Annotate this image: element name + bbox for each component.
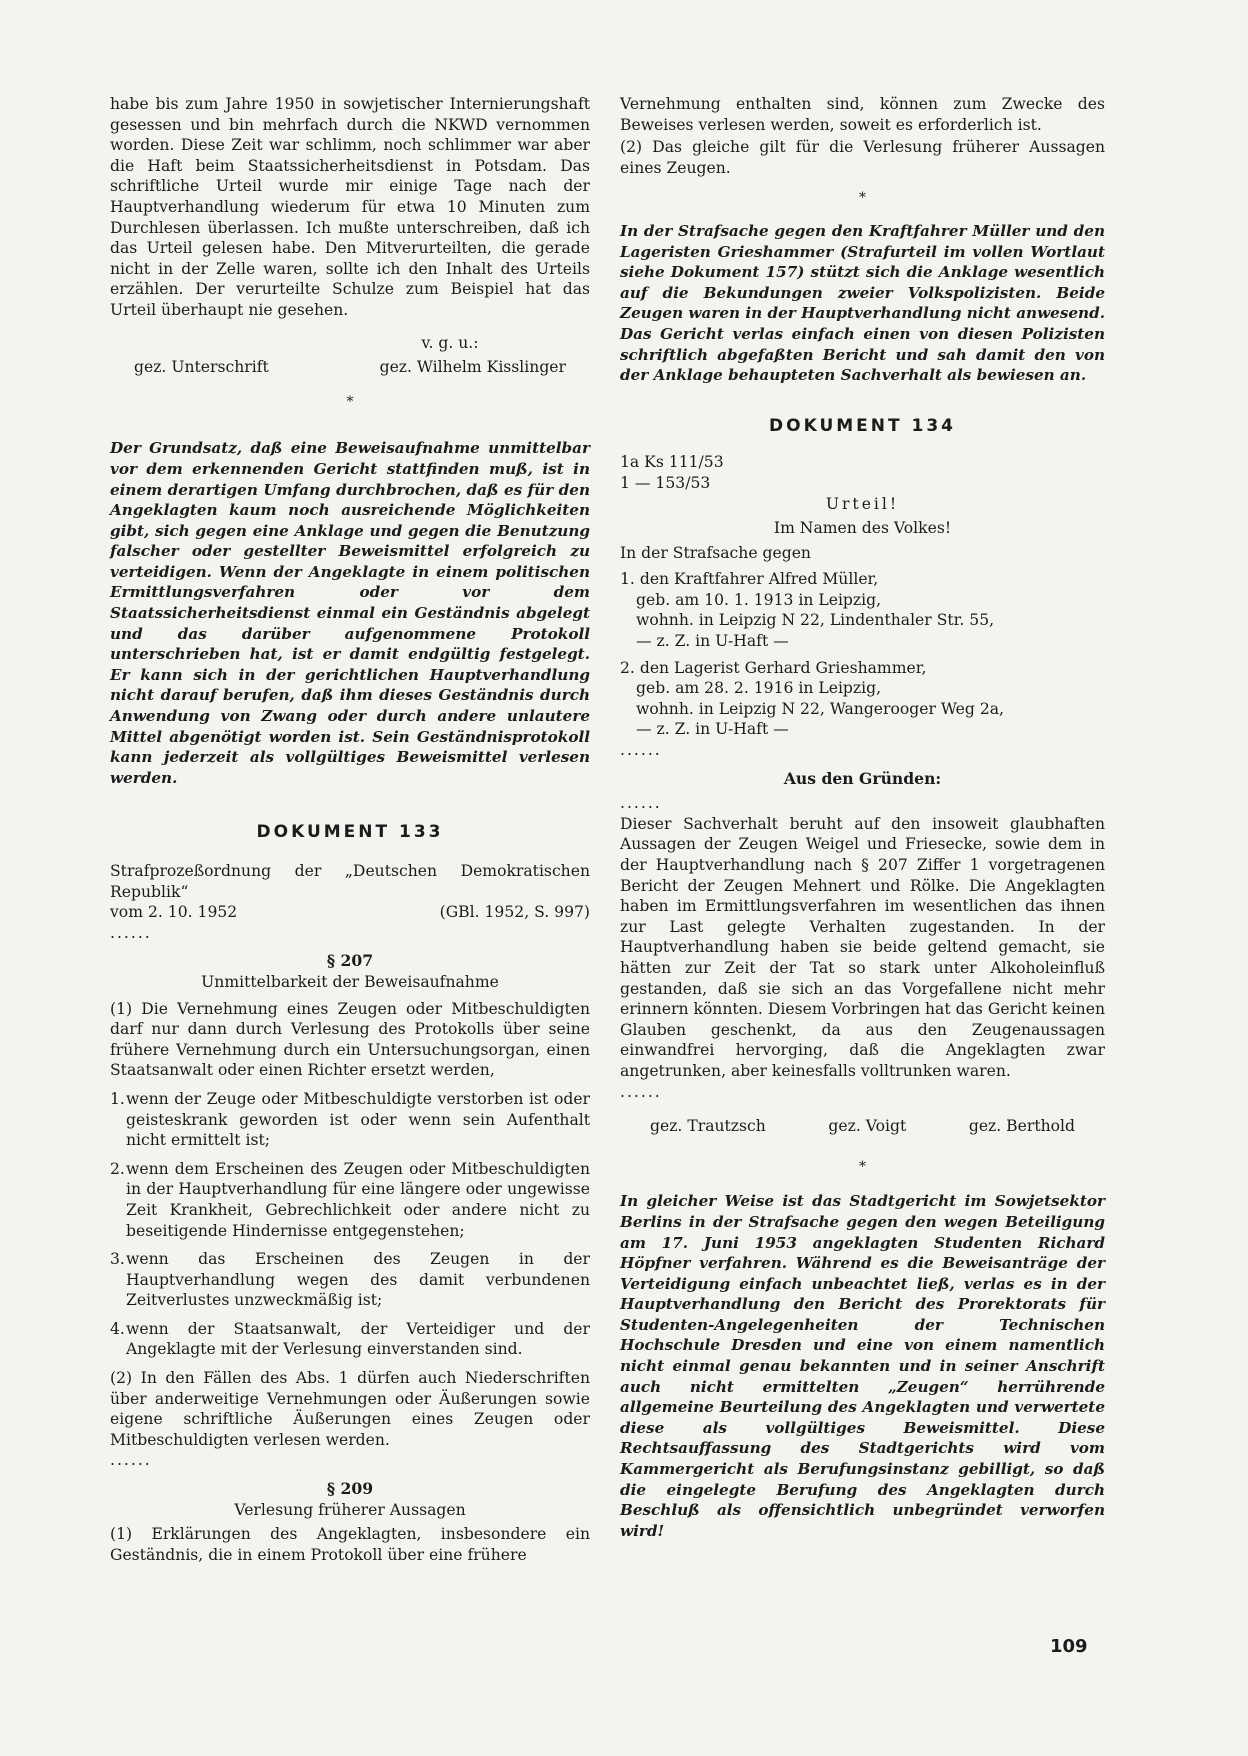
ellipsis-dots: ...... [110, 1451, 152, 1470]
commentary-paragraph-1: In der Strafsache gegen den Kraftfahrer Müller und den Lageristen Grieshammer (Strafurteil im vollen Wortlaut siehe Dokument 157) stützt sich die Anklage wesentlich auf die Bekundungen zweier Volkspolizisten. Beide Zeugen waren in der Hauptverhandlung nicht anwesend. Das Gericht verlas einfach einen von diesen Polizisten schriftlich abgefaßten Bericht und sah damit den von der Anklage behaupteten Sachverhalt als bewiesen an. [620, 221, 1105, 385]
commentary-paragraph-2: In gleicher Weise ist das Stadtgericht im Sowjetsektor Berlins in der Strafsache gegen den wegen Beteiligung am 17. Juni 1953 angeklagten Studenten Richard Höpfner verfahren. Während es die Beweisanträge der Verteidigung einfach unbeachtet ließ, verlas es in der Hauptverhandlung den Bericht des Prorektorats für Studenten-Angelegenheiten der Technischen Hochschule Dresden und eine von einem namentlich nicht einmal genau bekannten und in seiner Anschrift auch nicht ermittelten „Zeugen“ herrührende allgemeine Beurteilung des Angeklagten und verwertete diese als vollgültiges Beweismittel. Diese Rechtsauffassung des Stadtgerichts wird vom Kammergericht als Berufungsinstanz gebilligt, so daß die eingelegte Berufung des Angeklagten durch Beschluß als offensichtlich unbegründet verworfen wird! [620, 1192, 1105, 1540]
section-207-title: Unmittelbarkeit der Beweisaufnahme [201, 972, 499, 991]
separator-star: * [346, 393, 354, 410]
section-209-continued: Vernehmung enthalten sind, können zum Zwecke des Beweises verlesen werden, soweit es erforderlich ist. [620, 95, 1105, 134]
law-date: vom 2. 10. 1952 [110, 903, 238, 922]
section-209-paragraph-1: (1) Erklärungen des Angeklagten, insbesondere ein Geständnis, die in einem Protokoll über eine frühere [110, 1525, 590, 1564]
right-column [620, 94, 1105, 1541]
ellipsis-dots: ...... [620, 1082, 662, 1101]
signature-row [110, 357, 590, 378]
defendant-2: 2. den Lagerist Gerhard Grieshammer, geb. am 28. 2. 1916 in Leipzig, wohnh. in Leipzig N 22, Wangerooger Weg 2a, — z. Z. in U-Haft — [620, 658, 1004, 739]
separator-star: * [859, 1158, 866, 1175]
case-against-line: In der Strafsache gegen [620, 543, 811, 562]
document-134-heading: DOKUMENT 134 [769, 415, 956, 436]
list-item: 3. wenn das Erscheinen des Zeugen in der Hauptverhandlung wegen des damit verbundenen Zeitverlustes unzweckmäßig ist; [110, 1250, 590, 1310]
law-gbl: (GBl. 1952, S. 997) [439, 903, 590, 922]
defendant-1: 1. den Kraftfahrer Alfred Müller, geb. am 10. 1. 1913 in Leipzig, wohnh. in Leipzig N 22, Lindenthaler Str. 55, — z. Z. in U-Haft — [620, 570, 995, 651]
signature-trautzsch: gez. Trautzsch [650, 1117, 766, 1136]
commentary-paragraph: Der Grundsatz, daß eine Beweisaufnahme unmittelbar vor dem erkennenden Gericht stattfinden muß, ist in einem derartigen Umfang durchbrochen, daß es für den Angeklagten kaum noch ausreichende Möglichkeiten gibt, sich gegen eine Anklage und gegen die Benutzung falscher oder gestellter Beweismittel erfolgreich zu verteidigen. Wenn der Angeklagte in einem politischen Ermittlungsverfahren oder vor dem Staatssicherheitsdienst einmal ein Geständnis abgelegt und das darüber aufgenommene Protokoll unterschrieben hat, ist er damit endgültig festgelegt. Er kann sich in der gerichtlichen Hauptverhandlung nicht darauf berufen, daß ihm dieses Geständnis durch Anwendung von Zwang oder durch andere unlautere Mittel abgenötigt worden ist. Sein Geständnisprotokoll kann jederzeit als vollgültiges Beweismittel verlesen werden. [110, 439, 590, 787]
vgu-line: v. g. u.: [421, 333, 479, 352]
law-date-row [110, 902, 590, 923]
signature-berthold: gez. Berthold [968, 1117, 1075, 1136]
testimony-paragraph: habe bis zum Jahre 1950 in sowjetischer Internierungshaft gesessen und bin mehrfach durch die NKWD vernommen worden. Diese Zeit war schlimm, noch schlimmer war aber die Haft beim Staatssicherheitsdienst in Potsdam. Das schriftliche Urteil wurde mir einige Tage nach der Hauptverhandlung wiederum für etwa 10 Minuten zum Durchlesen überlassen. Ich mußte unterschreiben, daß ich das Urteil gelesen habe. Den Mitverurteilten, die gerade nicht in der Zelle waren, sollte ich den Inhalt des Urteils erzählen. Der verurteilte Schulze zum Beispiel hat das Urteil überhaupt nie gesehen. [110, 95, 590, 319]
section-209-paragraph-2: (2) Das gleiche gilt für die Verlesung früherer Aussagen eines Zeugen. [620, 138, 1105, 177]
signature-voigt: gez. Voigt [828, 1117, 907, 1136]
section-209-heading: § 209 [326, 1479, 374, 1499]
case-reference-2: 1 — 153/53 [620, 473, 711, 492]
verdict-title: Urteil! [825, 494, 900, 513]
ellipsis-dots: ...... [620, 794, 662, 813]
section-209-title: Verlesung früherer Aussagen [234, 1500, 466, 1519]
ellipsis-dots: ...... [110, 923, 152, 942]
list-item: 4. wenn der Staatsanwalt, der Verteidiger und der Angeklagte mit der Verlesung einverstanden sind. [110, 1319, 590, 1359]
left-column [110, 94, 590, 1565]
page-number: 109 [1050, 1636, 1088, 1657]
section-207-paragraph-2: (2) In den Fällen des Abs. 1 dürfen auch Niederschriften über anderweitige Vernehmungen oder Äußerungen sowie eigene schriftliche Äußerungen eines Zeugen oder Mitbeschuldigten verlesen werden. [110, 1369, 590, 1449]
law-title: Strafprozeßordnung der „Deutschen Demokratischen Republik“ [110, 862, 590, 901]
reasons-heading: Aus den Gründen: [783, 768, 942, 788]
case-reference-1: 1a Ks 111/53 [620, 453, 724, 472]
signature-unterschrift: gez. Unterschrift [134, 358, 269, 377]
separator-star: * [859, 190, 866, 207]
reasons-paragraph: Dieser Sachverhalt beruht auf den insoweit glaubhaften Aussagen der Zeugen Weigel und Friesecke, sowie dem in der Hauptverhandlung nach § 207 Ziffer 1 vorgetragenen Bericht der Zeugen Mehnert und Rölke. Die Angeklagten haben im Ermittlungsverfahren im wesentlichen das ihnen zur Last gelegte Verhalten zugestanden. In der Hauptverhandlung haben sie beide geltend gemacht, sie hätten zur Zeit der Tat so stark unter Alkoholeinfluß gestanden, daß sie sich an das Vorgefallene nicht mehr erinnern könnten. Diesem Vorbringen hat das Gericht keinen Glauben geschenkt, da aus den Zeugenaussagen einwandfrei hervorging, daß die Angeklagten zwar angetrunken, aber keinesfalls volltrunken waren. [620, 814, 1105, 1080]
signature-kisslinger: gez. Wilhelm Kisslinger [379, 358, 566, 377]
section-207-list [110, 1089, 590, 1360]
list-item: 2. wenn dem Erscheinen des Zeugen oder Mitbeschuldigten in der Hauptverhandlung für eine längere oder ungewisse Zeit Krankheit, Gebrechlichkeit oder andere nicht zu beseitigende Hindernisse entgegenstehen; [110, 1159, 590, 1240]
judges-signature-row [620, 1116, 1105, 1137]
list-item: 1. wenn der Zeuge oder Mitbeschuldigte verstorben ist oder geisteskrank geworden ist oder wenn sein Aufenthalt nicht ermittelt ist; [110, 1089, 590, 1150]
section-207-heading: § 207 [326, 951, 374, 971]
in-the-name-line: Im Namen des Volkes! [773, 519, 952, 538]
section-207-paragraph-1: (1) Die Vernehmung eines Zeugen oder Mitbeschuldigten darf nur dann durch Verlesung des Protokolls über seine frühere Vernehmung durch ein Untersuchungsorgan, einen Staatsanwalt oder einen Richter ersetzt werden, [110, 999, 590, 1080]
ellipsis-dots: ...... [620, 741, 662, 760]
document-133-heading: DOKUMENT 133 [256, 822, 444, 843]
